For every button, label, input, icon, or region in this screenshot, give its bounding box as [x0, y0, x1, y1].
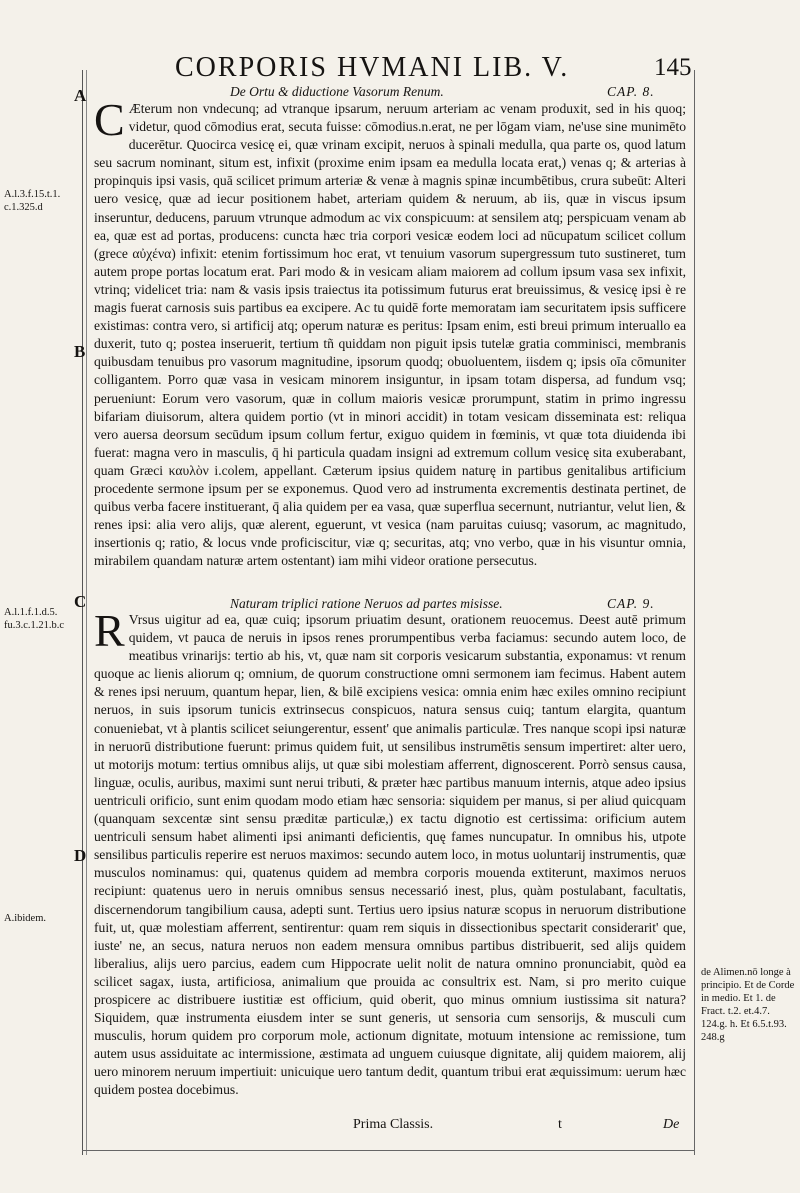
margin-note-left-2: A.l.1.f.1.d.5. fu.3.c.1.21.b.c: [4, 607, 65, 631]
signature-mark: Prima Classis.: [353, 1117, 434, 1132]
margin-note-right-1: de Alimen.nō longe à principio. Et de Corde in medio. Et 1. de Fract. t.2. et.4.7. 124.g. h. Et 6.5.t.93. 248.g: [701, 967, 795, 1043]
dropcap-c: C: [94, 100, 125, 145]
signature-letter: t: [558, 1117, 562, 1132]
margin-note-left-3: A.ibidem.: [4, 913, 46, 924]
catchword: De: [663, 1117, 680, 1132]
margin-note-left-1: A.l.3.f.15.t.1. c.1.325.d: [4, 189, 61, 213]
chapter-9-body: Vrsus uigitur ad ea, quæ cuiq; ipsorum priuatim desunt, orationem reuocemus. Deest autē primum quidem, vt pauca de neruis in ipsos renes prorumpentibus verba faciamus: secundo autem loco, de meatibus vrinarijs: tertio ab his, vt, quæ nam sit corporis vesicarum substantia, exponamus: vt renum quoque ac lienis aliorum q; omnium, de quorum constructione omni sermonem iam fecimus. Habent autem & renes ipsi neruum, quantum hepar, lien, & bilē excipiens vesica: omnia enim hæc exiles omnino recipiunt neruos, in suis ipsorum tunicis extrinsecus conspicuos, natura sensus cuiq; tantum elargita, quantum conueniebat, vt à plantis scilicet seiungerentur, essent' que animalis particulæ. Tres nanque scopi ipsi naturæ in neruorū distributione fuerunt: primus quidem fuit, ut sensilibus instrumētis sensum impertiret: alter uero, ut motorijs motum: tertius omnibus alijs, ut quæ sibi molestiam afferrent, dignoscerent. Porrò sensus causa, linguæ, oculis, auribus, maximi sunt nerui tributi, & præter hæc partibus manuum internis, atque adeo ipsius uentriculi orificio, sunt enim quodam modo etiam hæc sensoria: siquidem per manus, si per aliud quicquam (quanquam sexcentæ sint sensu præditæ particulæ,) ex tactu dignotio est certissima: orificium autem uentriculi sensum habet alimenti ipsi animanti deficientis, quę fames nuncupatur. In omnibus his, utpote sensilibus particulis reperire est neruos maximos: secundo autem loco, in motus uoluntarij instrumentis, quæ musculos nominamus: qui, quatenus quidem ad membra corporis mouenda extiterunt, maximos neruos recipiunt: quatenus uero in neruis omnibus sensus necessarió inest, plus, quàm postulabant, facultatis, discernendorum tangibilium causa, adepti sunt. Tertius uero ipsius naturæ scopus in neruorum distributione fuit, ut, quæ molestiam afferrent, sentirentur: quam rem siquis in dissectionibus spectarit considerarit' que, iuste' ne, an secus, natura neruos non eadem mensura omnibus partibus distribuerit, sed alijs quidem liberalius, alijs uero parcius, eadem cum Hippocrate uelit nolit de natura omnino pronunciabit, quòd ea scilicet sagax, iusta, artificiosa, animalium que prouida ac consultrix est. Nam, si pro merito cuique prospicere ac distribuere iustitiæ est officium, quid oberit, quo minus omnium iustissima sit natura? Siquidem, quæ instrumenta eiusdem inter se sunt generis, ut sensoria cum sensorijs, & musculi cum musculis, horum quidem pro corporum mole, actionum dignitate, motuum intensione ac remissione, tum autem usus assiduitate ac intermissione, æstimata ad unguem cuiusque dignitate, alij quidem maiorem, alij uero minorem neruum impertiuit: unicuique uero tantum dedit, quantum tribui erat æquissimum: uerum hæc quidem postea docebimus.: [94, 612, 686, 1098]
left-rule-inner: [86, 70, 87, 1155]
chapter-9-text: [94, 611, 686, 1117]
right-rule: [694, 70, 695, 1155]
chapter-8-body: Æterum non vndecunq; ad vtranque ipsarum, neruum arteriam ac venam produxit, sed in his quoq; videtur, quod cōmodius erat, secuta fuisse: cōmodius.n.erat, ne per lōgam viam, ne'use sine munimēto ducerētur. Quocirca vesicę ei, quæ vrinam excipit, neruos à spinali medulla, qua parte os, quod latum seu sacrum nominant, situm est, infixit (proxime enim ipsam ea medulla locata erat,) venas q; & arterias à propinquis ipsi vasis, quā scilicet primum arteriæ & venæ à magnis spinæ incumbētibus, crura subeūt: Alteri uero vesicę, quæ ad iecur positionem habet, arteriam quidem & neruum, ab iis, quæ in viscus ipsum inseruntur, deducens, paruum vtrunque admodum ac vix conspicuum: at sensilem atq; perspicuam venam ab ea, quæ est ad portas, producens: cuncta hæc tria corpori vesicæ eodem loci ad nūcupatum scilicet collum (grece αὐχένα) infixit: etenim fortissimum hoc erat, vt tenuium vasorum supergressum tuto sustineret, tum autem prope portas locatum erat. Pari modo & in vesicam aliam maiorem ad collum ipsum vasa sex infixit, vtrinq; videlicet tria: nam & vasis ipsis traiectus ita potissimum futurus erat breuissimus, & vesicę ipsi è re magis fuerat carnosis suis partibus ea excipere. Ac tu quidē forte memoratam iam securitatem ipsis sufficere existimas: contra vero, si artificij atq; operum naturæ es peritus: Ipsam enim, esti breui primum interuallo ea duxerit, tuto q; postea inseruerit, tertium tñ quiddam non piguit ipsis tutelæ gratia comminisci, membranis quibusdam tenuibus pro vasorum magnitudine, ipsorum quodq; obuoluentem, iisdem q; ipsis oīa cōmuniter colligantem. Porro quæ vasa in vesicam minorem insiguntur, in ipsam totam dispersa, ad fundum vsq; perueniunt: Eorum vero vasorum, quæ in collum maioris vesicæ prorumpunt, statim in primo ingressu bifariam diuisorum, altera quidem portio (vt in minori accidit) in totam vesicam disseminata est: reliqua vero auersa deorsum secūdum ipsum collum fertur, exiguo quidem in fœminis, vt quæ tota diuidenda ibi fuerat: magna vero in masculis, q̄ hi particula quadam insigni ad extremum collum vesicę sita exuberabant, quam Græci καυλὸν i.colem, appellant. Cæterum ipsius quidem naturę in partibus genitalibus artificium procedente sermone ipsum per se exponemus. Quod vero ad instrumenta excrementis destinata pertinet, de quibus verba facere instituerant, q̄ alia quidem per ea vasa, quæ superflua secernunt, nutriantur, velut lien, & renes ipsi: alia vero alijs, quæ alerent, eguerunt, vt vesica (nam paruitas cuiusq; vasorum, ac magnitudo, insertionis q; ratio, & locus vnde proficiscitur, viæ q; securitas, atq; vno verbo, quæ in his visuntur omnia, mirabilem quandam naturæ artem ostentant) iam mihi videor oratione persecutus.: [94, 101, 686, 569]
page-number: 145: [654, 54, 692, 81]
bottom-rule: [82, 1150, 695, 1151]
section-letter-a: A: [74, 86, 87, 105]
chapter-number-8: CAP. 8.: [607, 84, 655, 99]
chapter-8-text: [94, 100, 686, 588]
left-rule: [82, 70, 83, 1155]
section-letter-c: C: [74, 592, 87, 611]
section-letter-b: B: [74, 342, 86, 361]
dropcap-r: R: [94, 611, 125, 656]
section-title-cap9: Naturam triplici ratione Neruos ad partes misisse.: [230, 596, 503, 611]
running-head: CORPORIS HVMANI LIB. V.: [175, 52, 570, 83]
section-letter-d: D: [74, 846, 87, 865]
chapter-number-9: CAP. 9.: [607, 596, 655, 611]
section-title-cap8: De Ortu & diductione Vasorum Renum.: [230, 84, 444, 99]
